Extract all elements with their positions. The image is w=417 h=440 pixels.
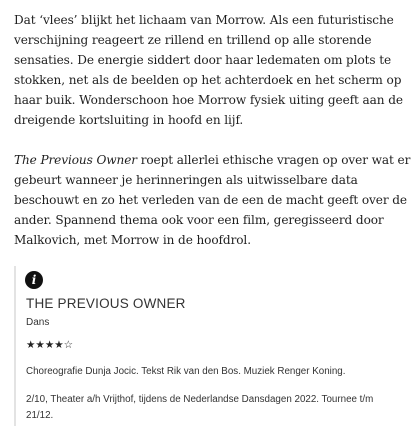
paragraph-line: beschouwt en zo het verleden van de een de macht geeft over de — [14, 193, 407, 207]
performance-dates-line: 2/10, Theater a/h Vrijthof, tijdens de Nederlandse Dansdagen 2022. Tournee t/m — [26, 394, 374, 405]
article-paragraph-1 — [14, 10, 410, 130]
paragraph-line: Dat ‘vlees’ blijkt het lichaam van Morrow. Als een futuristische — [14, 13, 394, 27]
paragraph-line: Malkovich, met Morrow in de hoofdrol. — [14, 233, 251, 247]
performance-dates-line: 21/12. — [26, 410, 54, 421]
production-title-italic: The Previous Owner — [14, 153, 137, 167]
star-rating: ★★★★☆ — [26, 339, 74, 351]
paragraph-line: haar buik. Wonderschoon hoe Morrow fysiek uiting geeft aan de — [14, 93, 403, 107]
paragraph-line: verschijning reageert ze rillend en trillend op alle storende — [14, 33, 372, 47]
production-info-box — [14, 266, 406, 426]
info-icon: i — [25, 271, 43, 289]
performance-dates — [26, 392, 396, 424]
paragraph-line — [14, 150, 410, 170]
paragraph-line: ander. Spannend thema ook voor een film, geregisseerd door — [14, 213, 384, 227]
paragraph-line: dreigende kortsluiting in hoofd en lijf. — [14, 113, 244, 127]
paragraph-line: gebeurt wanneer je herinneringen als uitwisselbare data — [14, 173, 358, 187]
article-paragraph-2 — [14, 150, 410, 250]
production-credits: Choreografie Dunja Jocic. Tekst Rik van den Bos. Muziek Renger Koning. — [26, 366, 346, 377]
production-title: THE PREVIOUS OWNER — [26, 296, 186, 311]
production-genre: Dans — [26, 317, 50, 328]
paragraph-line: stokken, net als de beelden op het achterdoek en het scherm op — [14, 73, 402, 87]
paragraph-line-rest: roept allerlei ethische vragen op over wat er — [136, 153, 411, 167]
paragraph-line: sensaties. De energie siddert door haar ledematen om plots te — [14, 53, 392, 67]
